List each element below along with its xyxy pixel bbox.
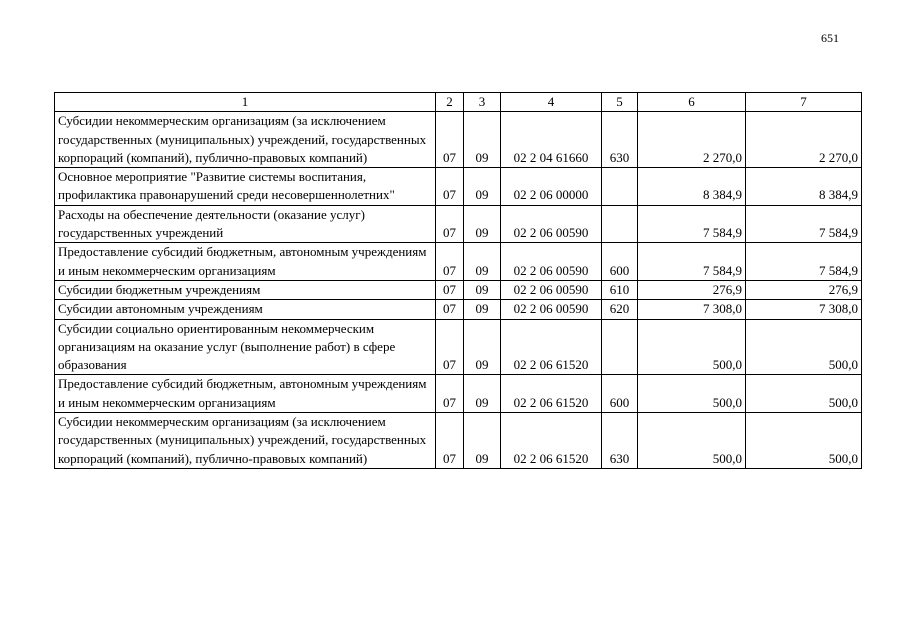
subsection-code-cell: 09 (464, 375, 501, 413)
row-name-cell: Основное мероприятие "Развитие системы воспитания, профилактика правонарушений среди несовершеннолетних" (55, 168, 436, 206)
header-cell-7: 7 (746, 93, 862, 112)
amount-cell: 2 270,0 (638, 112, 746, 168)
section-code-cell: 07 (436, 280, 464, 299)
header-cell-2: 2 (436, 93, 464, 112)
table-row (55, 112, 862, 168)
table-row (55, 375, 862, 413)
expense-type-cell (602, 319, 638, 375)
amount-cell: 500,0 (746, 375, 862, 413)
table-row (55, 300, 862, 319)
section-code-cell: 07 (436, 413, 464, 469)
header-cell-5: 5 (602, 93, 638, 112)
section-code-cell: 07 (436, 300, 464, 319)
subsection-code-cell: 09 (464, 280, 501, 299)
target-article-cell: 02 2 04 61660 (501, 112, 602, 168)
target-article-cell: 02 2 06 61520 (501, 413, 602, 469)
table-row (55, 205, 862, 243)
amount-cell: 500,0 (746, 319, 862, 375)
amount-cell: 7 308,0 (746, 300, 862, 319)
target-article-cell: 02 2 06 00590 (501, 205, 602, 243)
target-article-cell: 02 2 06 00590 (501, 243, 602, 281)
expense-type-cell: 630 (602, 112, 638, 168)
row-name-cell: Предоставление субсидий бюджетным, автономным учреждениям и иным некоммерческим организациям (55, 243, 436, 281)
amount-cell: 7 584,9 (638, 243, 746, 281)
expense-type-cell: 620 (602, 300, 638, 319)
subsection-code-cell: 09 (464, 319, 501, 375)
table-row (55, 280, 862, 299)
subsection-code-cell: 09 (464, 413, 501, 469)
row-name-cell: Субсидии автономным учреждениям (55, 300, 436, 319)
amount-cell: 8 384,9 (638, 168, 746, 206)
row-name-cell: Субсидии бюджетным учреждениям (55, 280, 436, 299)
amount-cell: 7 584,9 (746, 243, 862, 281)
amount-cell: 7 308,0 (638, 300, 746, 319)
expense-type-cell: 600 (602, 375, 638, 413)
section-code-cell: 07 (436, 319, 464, 375)
section-code-cell: 07 (436, 168, 464, 206)
target-article-cell: 02 2 06 00590 (501, 300, 602, 319)
table-header-row (55, 93, 862, 112)
page-number: 651 (821, 31, 839, 45)
subsection-code-cell: 09 (464, 300, 501, 319)
header-cell-4: 4 (501, 93, 602, 112)
row-name-cell: Расходы на обеспечение деятельности (оказание услуг) государственных учреждений (55, 205, 436, 243)
amount-cell: 7 584,9 (746, 205, 862, 243)
amount-cell: 276,9 (638, 280, 746, 299)
amount-cell: 500,0 (746, 413, 862, 469)
table-row (55, 413, 862, 469)
subsection-code-cell: 09 (464, 112, 501, 168)
row-name-cell: Субсидии некоммерческим организациям (за исключением государственных (муниципальных) учреждений, государственных корпораций (компаний), публично-правовых компаний) (55, 112, 436, 168)
subsection-code-cell: 09 (464, 205, 501, 243)
amount-cell: 2 270,0 (746, 112, 862, 168)
section-code-cell: 07 (436, 243, 464, 281)
target-article-cell: 02 2 06 00000 (501, 168, 602, 206)
row-name-cell: Предоставление субсидий бюджетным, автономным учреждениям и иным некоммерческим организациям (55, 375, 436, 413)
header-cell-3: 3 (464, 93, 501, 112)
expense-type-cell: 600 (602, 243, 638, 281)
amount-cell: 500,0 (638, 413, 746, 469)
table-row (55, 243, 862, 281)
amount-cell: 276,9 (746, 280, 862, 299)
amount-cell: 8 384,9 (746, 168, 862, 206)
expense-type-cell (602, 168, 638, 206)
budget-table (54, 92, 862, 469)
table-row (55, 319, 862, 375)
expense-type-cell (602, 205, 638, 243)
table-row (55, 168, 862, 206)
subsection-code-cell: 09 (464, 168, 501, 206)
target-article-cell: 02 2 06 61520 (501, 375, 602, 413)
row-name-cell: Субсидии некоммерческим организациям (за исключением государственных (муниципальных) учреждений, государственных корпораций (компаний), публично-правовых компаний) (55, 413, 436, 469)
amount-cell: 500,0 (638, 319, 746, 375)
section-code-cell: 07 (436, 112, 464, 168)
section-code-cell: 07 (436, 205, 464, 243)
row-name-cell: Субсидии социально ориентированным некоммерческим организациям на оказание услуг (выполнение работ) в сфере образования (55, 319, 436, 375)
amount-cell: 500,0 (638, 375, 746, 413)
target-article-cell: 02 2 06 61520 (501, 319, 602, 375)
header-cell-1: 1 (55, 93, 436, 112)
expense-type-cell: 610 (602, 280, 638, 299)
target-article-cell: 02 2 06 00590 (501, 280, 602, 299)
amount-cell: 7 584,9 (638, 205, 746, 243)
header-cell-6: 6 (638, 93, 746, 112)
subsection-code-cell: 09 (464, 243, 501, 281)
expense-type-cell: 630 (602, 413, 638, 469)
section-code-cell: 07 (436, 375, 464, 413)
